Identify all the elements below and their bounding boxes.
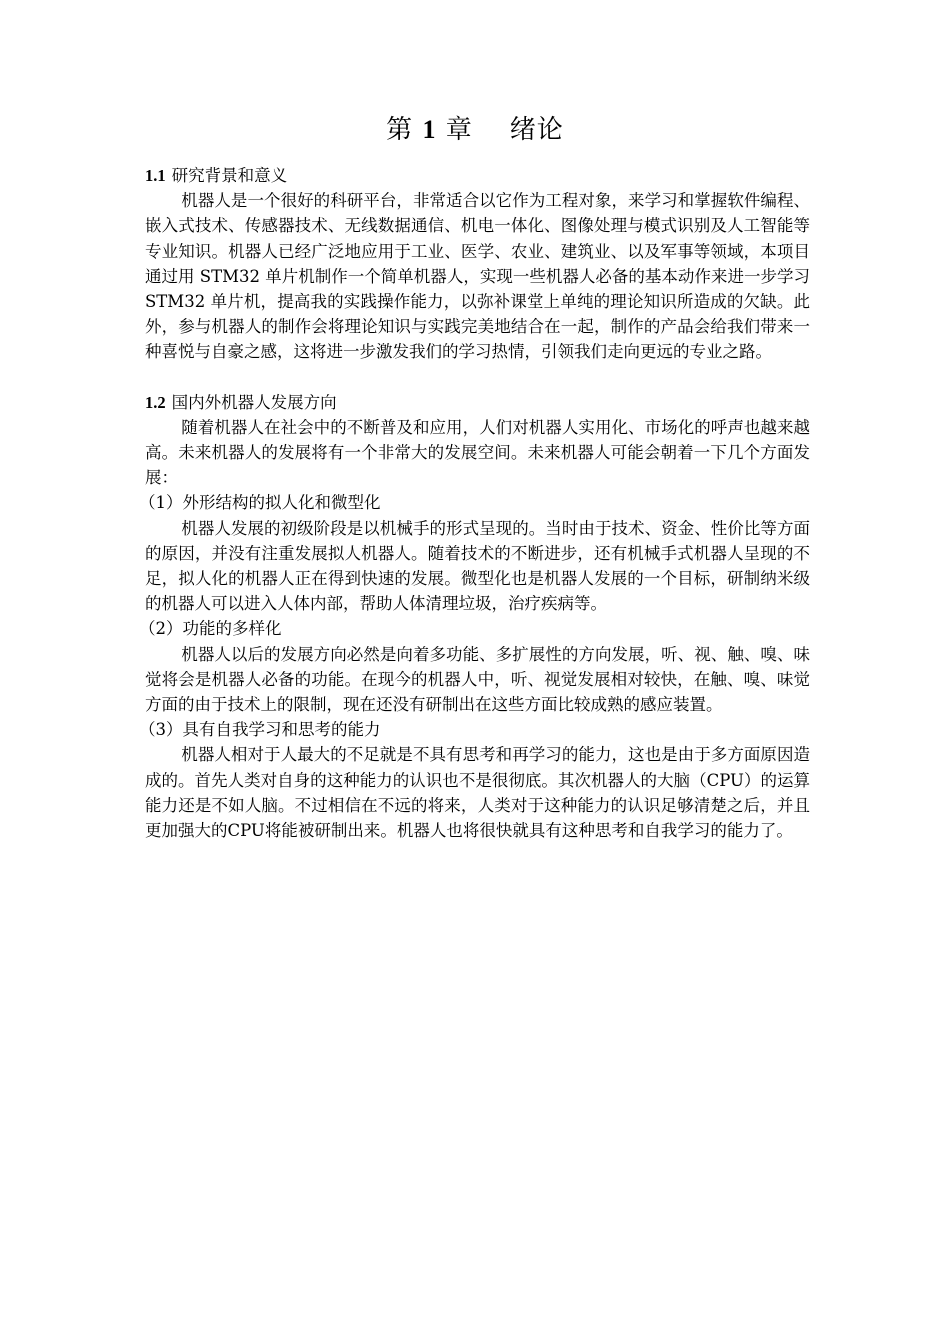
list-item-text: 机器人相对于人最大的不足就是不具有思考和再学习的能力，这也是由于多方面原因造成的。首先人类对自身的这种能力的认识也不是很彻底。其次机器人的大脑（CPU）的运算能力还是不如人脑。不过相信在不远的将来，人类对于这种能力的认识足够清楚之后，并且更加强大的CPU将能被研制出来。机器人也将很快就具有这种思考和自我学习的能力了。 [145,745,810,841]
chapter-title [0,112,950,148]
section-title: 国内外机器人发展方向 [171,392,337,412]
section-number: 1.1 [145,166,166,185]
list-item-label: （3）具有自我学习和思考的能力 [139,720,381,740]
list-item-text: 机器人发展的初级阶段是以机械手的形式呈现的。当时由于技术、资金、性价比等方面的原因，并没有注重发展拟人机器人。随着技术的不断进步，还有机械手式机器人呈现的不足，拟人化的机器人正在得到快速的发展。微型化也是机器人发展的一个目标，研制纳米级的机器人可以进入人体内部，帮助人体清理垃圾，治疗疾病等。 [145,518,810,614]
document-body [139,163,810,843]
list-item-label: （1）外形结构的拟人化和微型化 [139,493,381,513]
chapter-prefix: 第 [386,115,414,145]
section-heading-1-1 [145,163,810,188]
section-number: 1.2 [145,392,166,412]
section-title: 研究背景和意义 [171,166,288,185]
section-heading-1-2 [145,390,810,415]
section-paragraph: 随着机器人在社会中的不断普及和应用，人们对机器人实用化、市场化的呼声也越来越高。未来机器人的发展将有一个非常大的发展空间。未来机器人可能会朝着一下几个方面发展： [145,417,810,488]
chapter-suffix: 章 [445,115,473,145]
list-item-text: 机器人以后的发展方向必然是向着多功能、多扩展性的方向发展，听、视、触、嗅、味觉将会是机器人必备的功能。在现今的机器人中，听、视觉发展相对较快，在触、嗅、味觉方面的由于技术上的限制，现在还没有研制出在这些方面比较成熟的感应装置。 [145,644,810,715]
section-paragraph: 机器人是一个很好的科研平台，非常适合以它作为工程对象，来学习和掌握软件编程、嵌入式技术、传感器技术、无线数据通信、机电一体化、图像处理与模式识别及人工智能等专业知识。机器人已经广泛地应用于工业、医学、农业、建筑业、以及军事等领域，本项目通过用 STM32 单片机制作一个简单机器人，实现一些机器人必备的基本动作来进一步学习 STM32 单片机，提高我的实践操作能力，以弥补课堂上单纯的理论知识所造成的欠缺。此外，参与机器人的制作会将理论知识与实践完美地结合在一起，制作的产品会给我们带来一种喜悦与自豪之感，这将进一步激发我们的学习热情，引领我们走向更远的专业之路。 [145,191,810,362]
chapter-number: 1 [422,115,437,144]
section-gap [145,365,810,390]
list-item-label: （2）功能的多样化 [139,619,282,639]
chapter-name: 绪论 [509,115,564,145]
